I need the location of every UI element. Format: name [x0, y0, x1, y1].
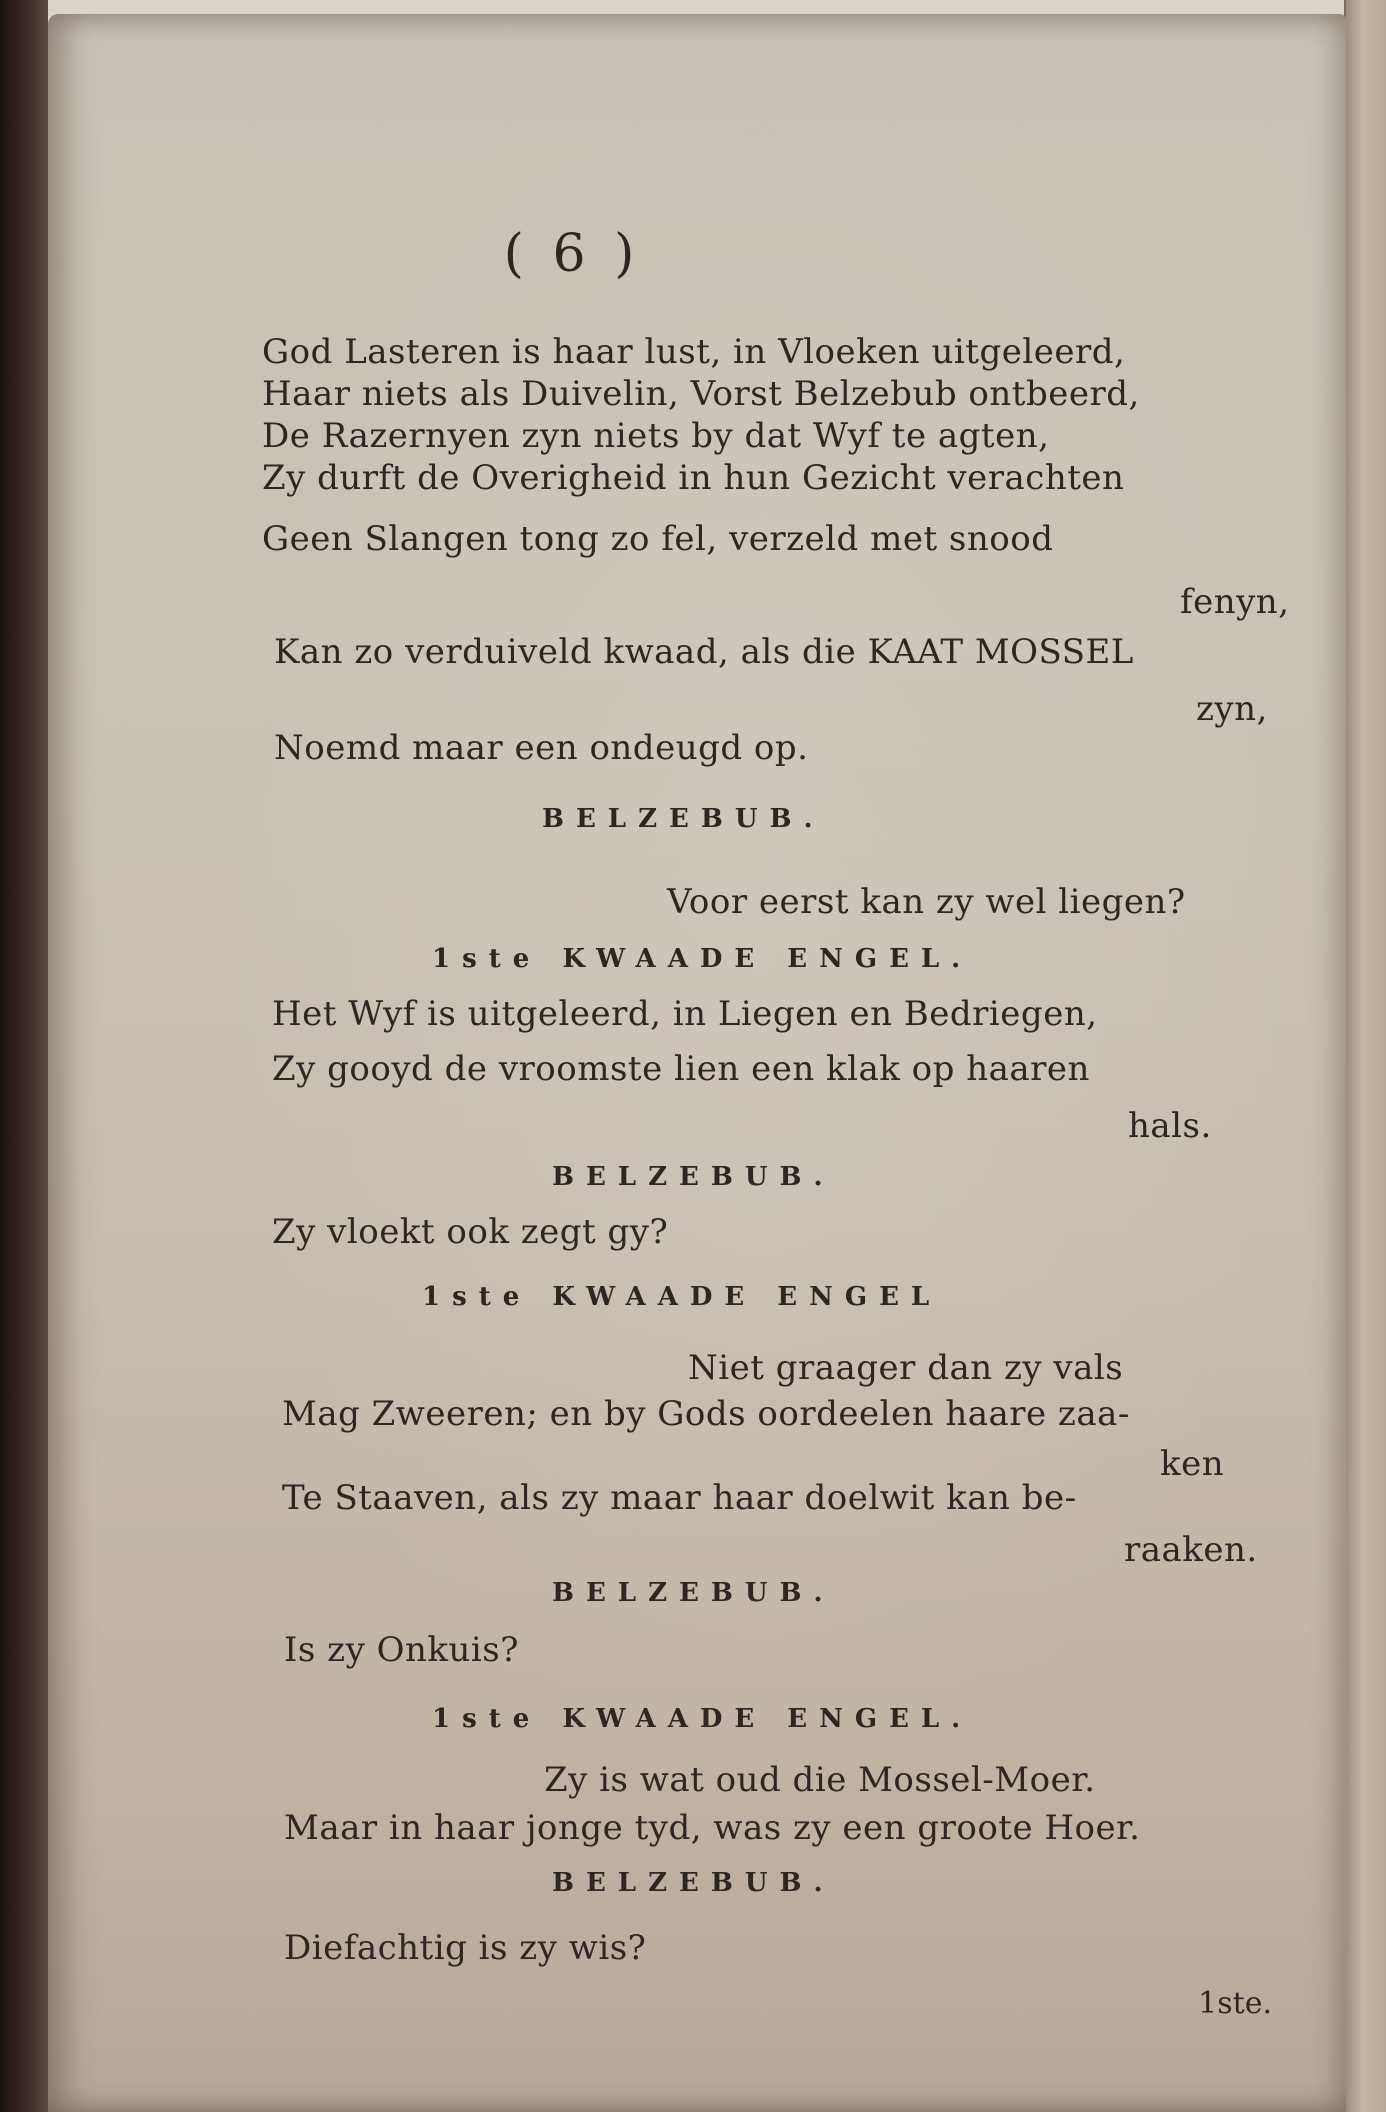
speaker-name: BELZEBUB.	[552, 1868, 835, 1898]
speaker-name: BELZEBUB.	[552, 1578, 835, 1608]
verse-line: Diefachtig is zy wis?	[284, 1928, 647, 1968]
verse-line: Voor eerst kan zy wel liegen?	[667, 882, 1186, 922]
verse-line: God Lasteren is haar lust, in Vloeken uitgeleerd,	[262, 332, 1126, 372]
book-page	[48, 14, 1346, 2112]
verse-line: Haar niets als Duivelin, Vorst Belzebub ontbeerd,	[262, 374, 1140, 414]
verse-line: De Razernyen zyn niets by dat Wyf te agten,	[262, 416, 1050, 456]
page-text	[212, 14, 1290, 2112]
speaker-name: 1ste KWAADE ENGEL	[422, 1282, 942, 1312]
verse-line: Kan zo verduiveld kwaad, als die KAAT MOSSEL	[274, 632, 1134, 672]
verse-line: Het Wyf is uitgeleerd, in Liegen en Bedriegen,	[272, 994, 1098, 1034]
verse-line-turnover: fenyn,	[1180, 582, 1290, 622]
verse-line: Geen Slangen tong zo fel, verzeld met snood	[262, 519, 1054, 559]
verse-line: Noemd maar een ondeugd op.	[274, 728, 809, 768]
speaker-name: 1ste KWAADE ENGEL.	[432, 1704, 973, 1734]
verse-line: Zy gooyd de vroomste lien een klak op haaren	[272, 1049, 1090, 1089]
verse-line-turnover: ken	[1160, 1444, 1225, 1484]
speaker-name: BELZEBUB.	[552, 1162, 835, 1192]
verse-line: Zy is wat oud die Mossel-Moer.	[544, 1760, 1096, 1800]
verse-line-turnover: hals.	[1128, 1106, 1212, 1146]
verse-line: Is zy Onkuis?	[284, 1630, 519, 1670]
verse-line: Te Staaven, als zy maar haar doelwit kan be-	[282, 1478, 1077, 1518]
catchword: 1ste.	[1198, 1986, 1272, 2021]
verse-line: Niet graager dan zy vals	[688, 1348, 1124, 1388]
page-number: ( 6 )	[503, 224, 641, 284]
speaker-name: BELZEBUB.	[542, 804, 825, 834]
verse-line: Zy durft de Overigheid in hun Gezicht verachten	[262, 458, 1125, 498]
verse-line: Zy vloekt ook zegt gy?	[272, 1212, 669, 1252]
book-binding	[0, 0, 48, 2112]
verse-line: Mag Zweeren; en by Gods oordeelen haare zaa-	[282, 1394, 1130, 1434]
verse-line-turnover: raaken.	[1124, 1530, 1258, 1570]
facing-page-edge	[1344, 0, 1386, 2112]
verse-line: Maar in haar jonge tyd, was zy een groote Hoer.	[284, 1808, 1141, 1848]
speaker-name: 1ste KWAADE ENGEL.	[432, 944, 973, 974]
verse-line-turnover: zyn,	[1196, 689, 1268, 729]
